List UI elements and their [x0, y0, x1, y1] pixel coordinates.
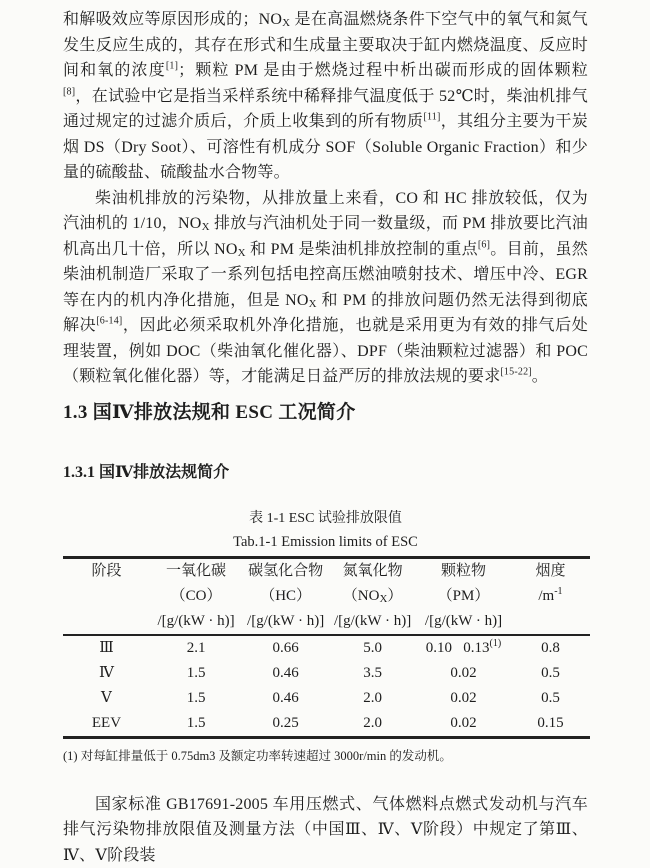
cell-pm: 0.02 [416, 686, 511, 711]
header-stage: 阶段 [63, 557, 150, 635]
section-heading-1-3: 1.3 国Ⅳ排放法规和 ESC 工况简介 [63, 401, 588, 425]
table-caption-en: Tab.1-1 Emission limits of ESC [63, 532, 588, 552]
table-row-stage-4 [63, 661, 590, 686]
cell-nox: 3.5 [329, 661, 416, 686]
cell-co: 2.1 [150, 635, 242, 661]
cell-pm: 0.02 [416, 661, 511, 686]
table-header-row [63, 557, 590, 635]
cell-smoke: 0.5 [511, 661, 590, 686]
cell-nox: 5.0 [329, 635, 416, 661]
cell-stage: Ⅲ [63, 635, 150, 661]
header-smoke: 烟度 $/m^{-1}$ [511, 557, 590, 635]
paragraph-diesel-emissions: 柴油机排放的污染物，从排放量上来看，CO 和 HC 排放较低，仅为汽油机的 1/10，$NO_X$ 排放与汽油机处于同一数量级，而 PM 排放要比汽油机高出几十倍，所以 $NO_X$ 和 PM 是柴油机排放控制的重点[6]。目前，虽然柴油机制造厂采取了一系列包括电控高压燃油喷射技术、增压中冷、EGR 等在内的机内净化措施，但是 $NO_X$ 和 PM 的排放问题仍然无法得到彻底解决[6-14]，因此必须采取机外净化措施，也就是采用更为有效的排气后处理装置，例如 DOC（柴油氧化催化器）、DPF（柴油颗粒过滤器）和 POC（颗粒氧化催化器）等，才能满足日益严厉的排放法规的要求[15-22]。 [63, 186, 588, 390]
cell-nox: 2.0 [329, 711, 416, 738]
header-pm: 颗粒物 （PM） /[g/(kW · h)] [416, 557, 511, 635]
cell-co: 1.5 [150, 661, 242, 686]
cell-pm: 0.02 [416, 711, 511, 738]
cell-hc: 0.46 [242, 661, 329, 686]
header-hc: 碳氢化合物 （HC） /[g/(kW · h)] [242, 557, 329, 635]
paragraph-pollutant-formation: 和解吸效应等原因形成的；$NO_X$ 是在高温燃烧条件下空气中的氧气和氮气发生反应生成的，其存在形式和生成量主要取决于缸内燃烧温度、反应时间和氧的浓度[1]；颗粒 PM 是由于燃烧过程中析出碳而形成的固体颗粒[8]，在试验中它是指当采样系统中稀释排气温度低于 52℃时，柴油机排气通过规定的过滤介质后，介质上收集到的所有物质[11]，其组分主要为干炭烟 DS（Dry Soot）、可溶性有机成分 SOF（Soluble Organic Fraction）和少量的硫酸盐、硫酸盐水合物等。 [63, 7, 588, 186]
cell-co: 1.5 [150, 711, 242, 738]
header-co: 一氧化碳 （CO） /[g/(kW · h)] [150, 557, 242, 635]
cell-hc: 0.46 [242, 686, 329, 711]
cell-smoke: 0.8 [511, 635, 590, 661]
emission-limits-table [63, 556, 590, 739]
cell-nox: 2.0 [329, 686, 416, 711]
cell-hc: 0.66 [242, 635, 329, 661]
cell-pm: 0.10 0.13$^{(1)}$ [416, 635, 511, 661]
cell-co: 1.5 [150, 686, 242, 711]
cell-stage: EEV [63, 711, 150, 738]
table-footnote: (1) 对每缸排量低于 0.75dm3 及额定功率转速超过 3000r/min 的发动机。 [63, 748, 588, 765]
paragraph-national-standard: 国家标准 GB17691-2005 车用压燃式、气体燃料点燃式发动机与汽车排气污染物排放限值及测量方法（中国Ⅲ、Ⅳ、Ⅴ阶段）中规定了第Ⅲ、Ⅳ、Ⅴ阶段装 [63, 792, 588, 868]
cell-smoke: 0.15 [511, 711, 590, 738]
table-row-eev [63, 711, 590, 738]
table-row-stage-5 [63, 686, 590, 711]
subsection-heading-1-3-1: 1.3.1 国Ⅳ排放法规简介 [63, 462, 588, 484]
cell-hc: 0.25 [242, 711, 329, 738]
table-row-stage-3 [63, 635, 590, 661]
header-nox: 氮氧化物 $(NO_X)$ /[g/(kW · h)] [329, 557, 416, 635]
cell-stage: Ⅳ [63, 661, 150, 686]
table-caption-zh: 表 1-1 ESC 试验排放限值 [63, 509, 588, 529]
cell-stage: Ⅴ [63, 686, 150, 711]
cell-smoke: 0.5 [511, 686, 590, 711]
